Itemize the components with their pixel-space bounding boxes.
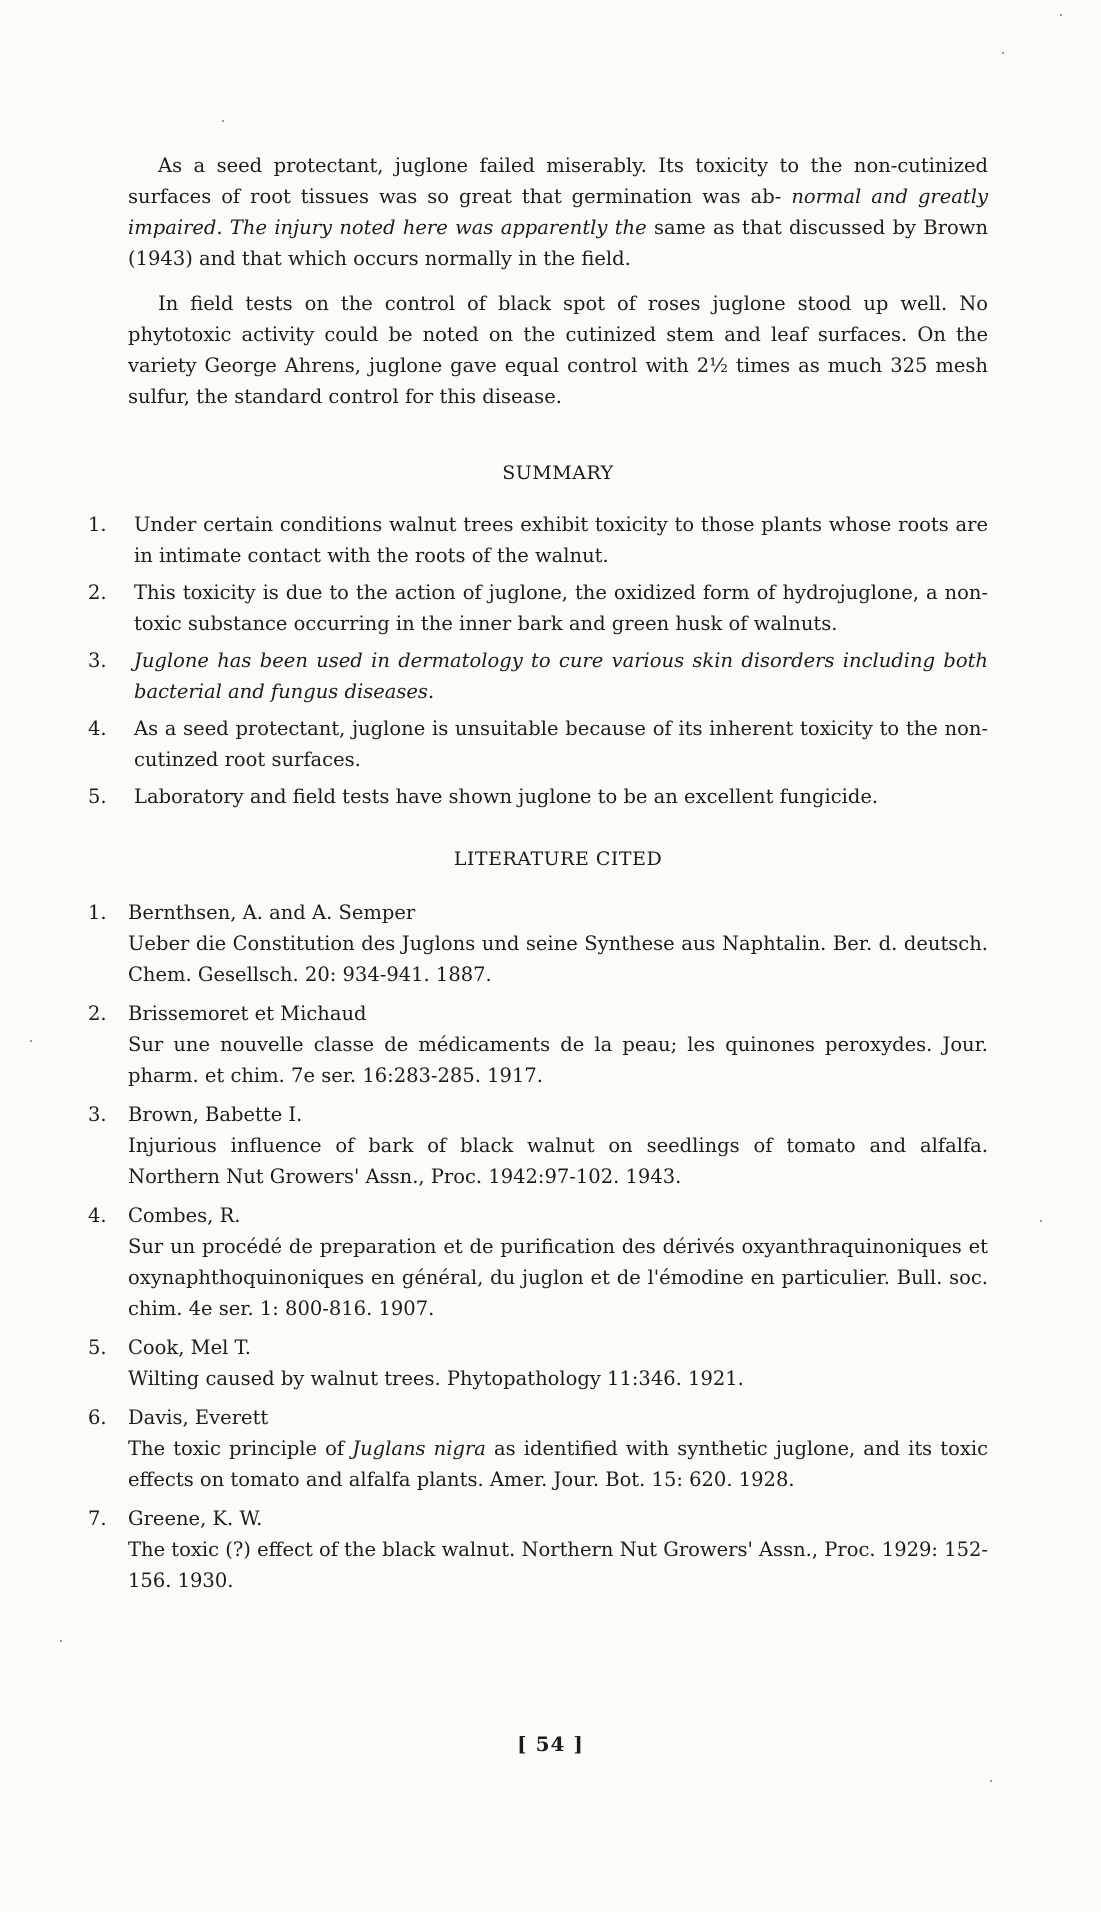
summary-item-text: This toxicity is due to the action of juglone, the oxidized form of hydrojuglone, a non-toxic substance occurring in the inner bark and green husk of walnuts. <box>134 581 988 635</box>
reference-number: 4. <box>88 1204 107 1227</box>
summary-list <box>88 509 988 812</box>
reference-number: 5. <box>88 1336 107 1359</box>
reference-number: 6. <box>88 1406 107 1429</box>
page-number: [ 54 ] <box>517 1732 584 1756</box>
reference-author: Brissemoret et Michaud <box>128 1002 367 1025</box>
summary-item-number: 1. <box>88 513 107 536</box>
scan-speck <box>60 1640 62 1642</box>
summary-item-number: 3. <box>88 649 107 672</box>
summary-item-text: As a seed protectant, juglone is unsuitable because of its inherent toxicity to the non-cutinzed root surfaces. <box>134 717 988 771</box>
reference-author: Bernthsen, A. and A. Semper <box>128 901 416 924</box>
summary-item-4 <box>88 713 988 775</box>
reference-author: Greene, K. W. <box>128 1507 263 1530</box>
summary-item-2 <box>88 577 988 639</box>
body-paragraph-2: In field tests on the control of black spot of roses juglone stood up well. No phytotoxic activity could be noted on the cutinized stem and leaf surfaces. On the variety George Ahrens, juglone gave equal control with 2½ times as much 325 mesh sulfur, the standard control for this disease. <box>128 292 988 408</box>
reference-number: 1. <box>88 901 107 924</box>
body-paragraph-1-italic: normal and greatly impaired. The injury noted here was apparently the <box>128 185 988 239</box>
reference-citation: The toxic (?) effect of the black walnut. Northern Nut Growers' Assn., Proc. 1929: 152-156. 1930. <box>128 1538 988 1592</box>
reference-number: 7. <box>88 1507 107 1530</box>
reference-citation: Injurious influence of bark of black walnut on seedlings of tomato and alfalfa. Northern Nut Growers' Assn., Proc. 1942:97-102. 1943. <box>128 1134 988 1188</box>
body-paragraph-1 <box>128 150 988 274</box>
page-content <box>88 150 989 1604</box>
reference-citation: Sur une nouvelle classe de médicaments de la peau; les quinones peroxydes. Jour. pharm. et chim. 7e ser. 16:283-285. 1917. <box>128 1033 988 1087</box>
scan-speck <box>990 1780 992 1782</box>
reference-list <box>88 897 989 1596</box>
body-paragraph-1-plain: As a seed protectant, juglone failed miserably. Its toxicity to the non-cutinized surfaces of root tissues was so great that germination was ab- <box>128 154 988 208</box>
reference-number: 2. <box>88 1002 107 1025</box>
reference-item-7 <box>88 1503 988 1596</box>
reference-citation: Sur un procédé de preparation et de purification des dérivés oxyanthraquinoniques et oxynaphthoquinoniques en général, du juglon et de l'émodine en particulier. Bull. soc. chim. 4e ser. 1: 800-816. 1907. <box>128 1235 988 1320</box>
scan-speck <box>1002 52 1004 54</box>
scan-speck <box>30 1040 32 1042</box>
reference-citation-start: The toxic principle of <box>128 1437 345 1460</box>
summary-heading: SUMMARY <box>502 462 614 484</box>
reference-citation-species: Juglans nigra <box>352 1437 486 1460</box>
summary-item-3 <box>88 645 988 707</box>
reference-number: 3. <box>88 1103 107 1126</box>
summary-item-number: 4. <box>88 717 107 740</box>
reference-citation: Ueber die Constitution des Juglons und seine Synthese aus Naphtalin. Ber. d. deutsch. Chem. Gesellsch. 20: 934-941. 1887. <box>128 932 988 986</box>
summary-item-text: Laboratory and field tests have shown juglone to be an excellent fungicide. <box>134 785 879 808</box>
reference-item-2 <box>88 998 988 1091</box>
reference-citation <box>128 1433 988 1495</box>
reference-item-1 <box>88 897 988 990</box>
summary-item-number: 5. <box>88 785 107 808</box>
reference-citation: Wilting caused by walnut trees. Phytopathology 11:346. 1921. <box>128 1367 744 1390</box>
summary-item-5 <box>88 781 988 812</box>
reference-item-6 <box>88 1402 989 1495</box>
body-paragraph-1-tail: same as that discussed by Brown (1943) and that which occurs normally in the field. <box>128 216 989 270</box>
scan-speck <box>1060 14 1062 16</box>
scan-speck <box>1040 1220 1042 1222</box>
reference-citation-end: as identified with synthetic juglone, and its toxic effects on tomato and alfalfa plants. Amer. Jour. Bot. 15: 620. 1928. <box>128 1437 989 1491</box>
scan-speck <box>222 120 224 122</box>
summary-item-1 <box>88 509 988 571</box>
reference-author: Combes, R. <box>128 1204 241 1227</box>
summary-item-text: Under certain conditions walnut trees exhibit toxicity to those plants whose roots are in intimate contact with the roots of the walnut. <box>134 513 988 567</box>
reference-author: Brown, Babette I. <box>128 1103 303 1126</box>
summary-item-number: 2. <box>88 581 107 604</box>
reference-author: Davis, Everett <box>128 1406 269 1429</box>
reference-item-5 <box>88 1332 988 1394</box>
literature-heading: LITERATURE CITED <box>453 848 663 870</box>
reference-item-3 <box>88 1099 988 1192</box>
reference-author: Cook, Mel T. <box>128 1336 251 1359</box>
summary-item-text: Juglone has been used in dermatology to cure various skin disorders including both bacterial and fungus diseases. <box>134 649 988 703</box>
reference-item-4 <box>88 1200 988 1324</box>
